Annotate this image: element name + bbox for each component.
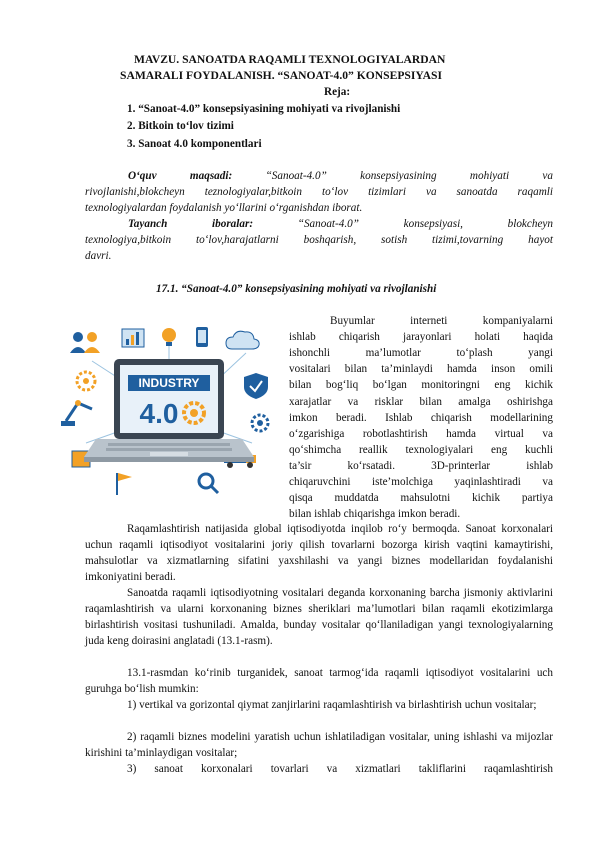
goal-line-1 [128, 168, 553, 184]
paragraph-3: 13.1-rasmdan ko‘rinib turganidek, sanoat tarmog‘ida raqamli iqtisodiyot vositalarini uch guruhga bo‘lish mumkin: [85, 667, 553, 695]
keywords-text-1: “Sanoat-4.0” konsepsiyasi, blokcheyn [297, 218, 553, 230]
plan-item-2: 2. Bitkoin to‘lov tizimi [127, 120, 234, 132]
side-text-line: ta’sir ko‘rsatadi. 3D-printerlar ishlab [289, 459, 553, 472]
robot-arm-icon [61, 400, 92, 426]
gear-icon [77, 372, 95, 390]
side-text-line: Buyumlar interneti kompaniyalarni [330, 315, 553, 327]
title-line-1: MAVZU. SANOATDA RAQAMLI TEXNOLOGIYALARDAN [134, 53, 446, 66]
section-heading: 17.1. “Sanoat-4.0” konsepsiyasining mohiyati va rivojlanishi [156, 283, 437, 295]
keywords-line-2: texnologiya,bitkoin to‘lov,harajatlarni boshqarish, sotish tizimi,tovarning hayot [85, 234, 553, 246]
side-text-line: ishonchli ma’lumotlar to‘plash yangi [289, 347, 553, 360]
goal-label: O‘quv maqsadi: [128, 170, 233, 182]
title-line-2: SAMARALI FOYDALANISH. “SANOAT-4.0” KONSEPSIYASI [120, 69, 443, 82]
paragraph-1: Raqamlashtirish natijasida global iqtisodiyotda inqilob ro‘y bermoqda. Sanoat korxonalari uchun raqamli iqtisodiyot vositalarini joriy qilish tovarlarni bozorga kirish vaqtini kamaytirishi, mahsulotlar va xizmatlarning sifatini yaxshilashi va yangi biznes modellaridan foydalanishi imkoniyatini beradi. [85, 523, 553, 583]
chart-icon [122, 329, 144, 347]
smartphone-icon [196, 327, 208, 347]
list-item-2: 2) raqamli biznes modelini yaratish uchun ishlatiladigan vositalar, uning ishlashi va mijozlar kirishini ta’minlaydigan vositalar; [85, 731, 553, 759]
side-text-line: vositalari bilan ta’minlaydi hamda inson omili [289, 363, 553, 376]
plan-item-3: 3. Sanoat 4.0 komponentlari [127, 138, 262, 150]
lightbulb-icon [162, 328, 176, 346]
cloud-icon [226, 331, 259, 349]
side-text-line: ishlab chiqarish jarayonlari holati haqida [289, 331, 553, 344]
side-text-line: o‘zgarishiga robotlashtirish hamda virtual va [289, 427, 553, 440]
side-text-line: bilan bog‘liq bo‘lgan monitoringni eng kichik [289, 379, 553, 392]
keywords-line-3: davri. [85, 250, 112, 262]
side-text-line: qo‘shimcha reallik texnologiyalari eng kuchli [289, 443, 553, 456]
goal-line-2: rivojlanishi,blokcheyn teznologiyalar,bitkoin to‘lov tizimlari va sanoatda raqamli [85, 186, 553, 198]
plan-label: Reja: [324, 86, 351, 98]
goal-text-1: “Sanoat-4.0” konsepsiyasining mohiyati va [265, 170, 553, 182]
list-item-3: 3) sanoat korxonalari tovarlari va xizmatlari takliflarini raqamlashtirish [127, 763, 553, 775]
keywords-label: Tayanch iboralar: [128, 218, 254, 230]
industry-version-label: 4.0 [139, 398, 179, 429]
side-text-line: qisqa muddatda mahsulotni kichik partiya [289, 492, 553, 505]
side-text-line: imkon beradi. Ishlab chiqarish modellarining [289, 411, 553, 424]
shield-icon [244, 373, 268, 399]
magnifier-icon [199, 474, 218, 493]
gear-right-icon [252, 415, 268, 431]
keywords-line-1 [128, 216, 553, 232]
industry-label: INDUSTRY [138, 376, 200, 390]
paragraph-2: Sanoatda raqamli iqtisodiyotning vositalari deganda korxonaning barcha jismoniy aktivlarini raqamlashtirish va ularni korxonaning biznes sheriklari ma’lumotlari bilan raqamli ekotizimlarga birlashtirish vositasi tushuniladi. Amalda, bunday vositalar qo‘llaniladigan yangi texnologiyalarning juda keng doirasini anglatadi (13.1-rasm). [85, 587, 553, 647]
people-icon [70, 332, 100, 353]
flag-icon [116, 473, 132, 495]
side-text-line: xarajatlar va risklar bilan amalga oshirishga [289, 395, 553, 408]
goal-line-3: texnologiyalardan foydalanish yo‘llarini o‘rganishdan iborat. [85, 202, 363, 214]
industry-4-illustration [56, 323, 282, 501]
plan-item-1: 1. “Sanoat-4.0” konsepsiyasining mohiyati va rivojlanishi [127, 103, 401, 115]
list-item-1: 1) vertikal va gorizontal qiymat zanjirlarini raqamlashtirish va birlashtirish uchun vositalar; [127, 699, 537, 711]
side-text-line: bilan ishlab chiqarishga imkon beradi. [289, 508, 461, 521]
side-text-line: chiqaruvchini iste’molchiga yaqinlashtiradi va [289, 476, 553, 488]
